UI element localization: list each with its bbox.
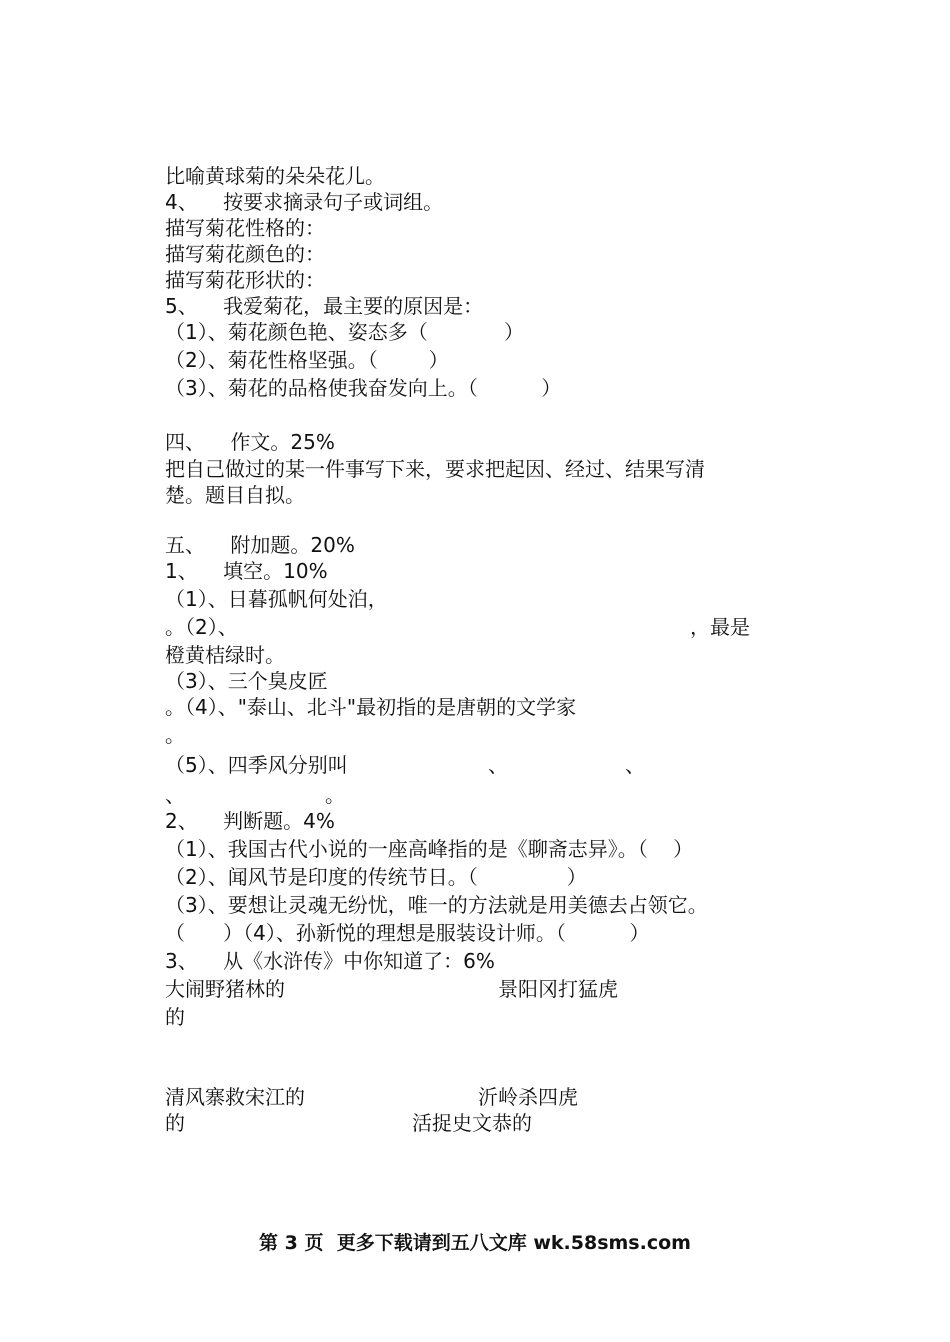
judgment-item: （ ）（4）、孙新悦的理想是服装设计师。（ ）	[165, 921, 650, 945]
text-line: 橙黄桔绿时。	[165, 643, 285, 667]
text-line: 、	[625, 753, 645, 777]
text-line: 比喻黄球菊的朵朵花儿。	[165, 164, 385, 188]
section-heading: 四、 作文。25%	[165, 430, 335, 454]
judgment-item: （2）、闻风节是印度的传统节日。（ ）	[165, 865, 587, 889]
section-heading: 五、 附加题。20%	[165, 533, 355, 557]
text-line: 描写菊花颜色的：	[165, 242, 325, 266]
text-line: 的	[165, 1005, 185, 1029]
answer-option: （1）、菊花颜色艳、姿态多（ ）	[165, 320, 525, 344]
text-line: 、	[488, 753, 508, 777]
text-line: 景阳冈打猛虎	[498, 977, 618, 1001]
question-heading: 5、 我爱菊花，最主要的原因是：	[165, 294, 484, 318]
text-line: 。	[165, 723, 185, 747]
text-line: 大闹野猪林的	[165, 977, 285, 1001]
answer-option: （3）、菊花的品格使我奋发向上。（ ）	[165, 376, 562, 400]
text-line: 描写菊花形状的：	[165, 268, 325, 292]
fill-blank-line: （1）、日暮孤帆何处泊，	[165, 587, 388, 611]
fill-blank-line: 。（2）、	[165, 615, 238, 639]
question-heading: 4、 按要求摘录句子或词组。	[165, 190, 444, 214]
question-heading: 2、 判断题。4%	[165, 809, 335, 833]
text-line: 清风寨救宋江的	[165, 1085, 305, 1109]
answer-option: （2）、菊花性格坚强。（ ）	[165, 348, 449, 372]
page-footer: 第 3 页 更多下载请到五八文库 wk.58sms.com	[259, 1232, 691, 1254]
text-line: 描写菊花性格的：	[165, 216, 325, 240]
fill-blank-line: 。（4）、"泰山、北斗"最初指的是唐朝的文学家	[165, 695, 577, 719]
text-line: 楚。题目自拟。	[165, 483, 305, 507]
text-line: 的	[165, 1111, 185, 1135]
text-line: 。	[325, 783, 345, 807]
text-line: 活捉史文恭的	[412, 1111, 532, 1135]
text-line: 、	[165, 783, 185, 807]
judgment-item: （3）、要想让灵魂无纷忧，唯一的方法就是用美德去占领它。	[165, 893, 708, 917]
fill-blank-line: （3）、三个臭皮匠	[165, 669, 328, 693]
fill-blank-line: ，最是	[690, 615, 750, 639]
text-line: 把自己做过的某一件事写下来，要求把起因、经过、结果写清	[165, 457, 705, 481]
fill-blank-line: （5）、四季风分别叫	[165, 753, 348, 777]
text-line: 沂岭杀四虎	[478, 1085, 578, 1109]
judgment-item: （1）、我国古代小说的一座高峰指的是《聊斋志异》。（ ）	[165, 837, 694, 861]
question-heading: 3、 从《水浒传》中你知道了：6%	[165, 949, 495, 973]
question-heading: 1、 填空。10%	[165, 559, 328, 583]
